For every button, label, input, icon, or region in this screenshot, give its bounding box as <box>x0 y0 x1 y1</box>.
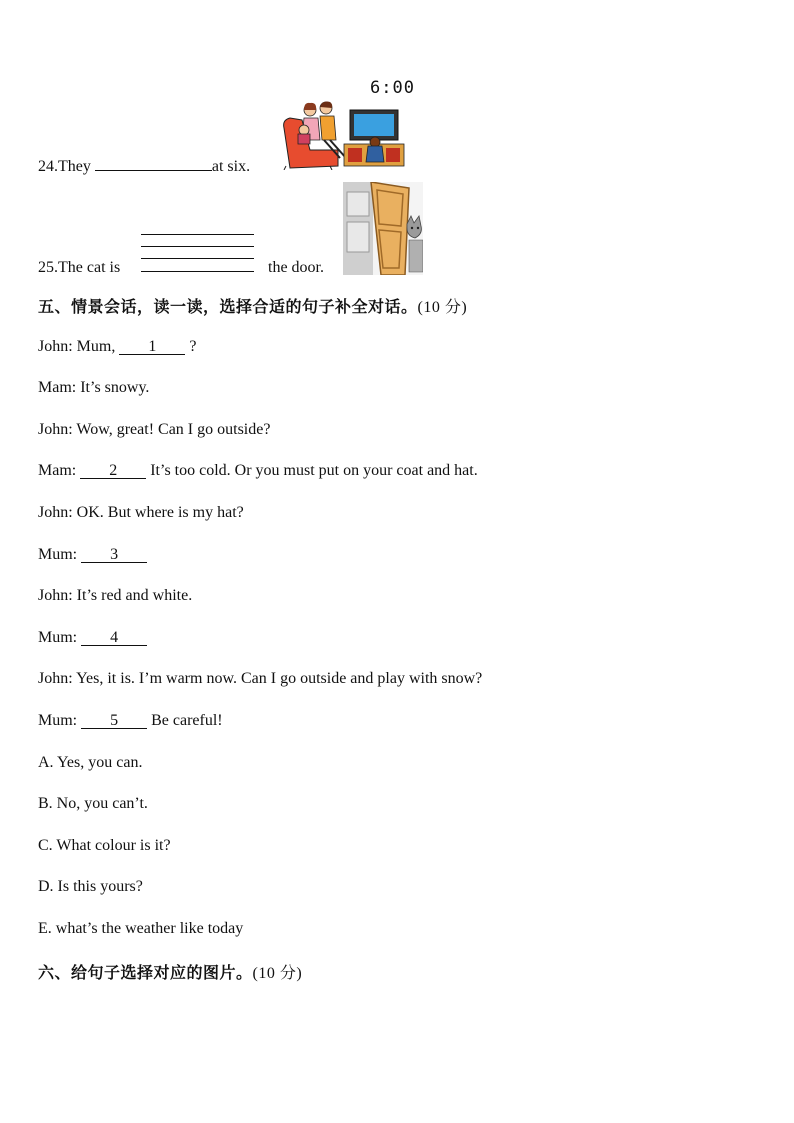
dialogue-speaker-text: John: OK. But where is my hat? <box>38 504 244 521</box>
option-item: A. Yes, you can. <box>38 754 143 771</box>
answer-blank-5[interactable]: 5 <box>81 713 147 729</box>
dialogue-line <box>38 379 149 397</box>
option-item: D. Is this yours? <box>38 878 143 895</box>
answer-blank-3[interactable]: 3 <box>81 547 147 563</box>
dialogue-speaker-text: Mum: <box>38 629 82 646</box>
dialogue-line <box>38 546 147 564</box>
answer-line-25-4[interactable] <box>141 271 254 272</box>
section-6-title-text: 六、给句子选择对应的图片。 <box>38 963 253 982</box>
dialogue-speaker-text: Mam: <box>38 462 81 479</box>
dialogue-line <box>38 587 192 605</box>
dialogue-speaker-text: John: Wow, great! Can I go outside? <box>38 421 271 438</box>
dialogue-speaker-text: John: Yes, it is. I’m warm now. Can I go outside and play with snow? <box>38 670 483 687</box>
question-25-after: the door. <box>268 259 324 276</box>
answer-line-25-2[interactable] <box>141 246 254 247</box>
dialogue-speaker-text: John: Mum, <box>38 338 120 355</box>
section-5-title <box>38 294 467 317</box>
section-6-title <box>38 960 302 983</box>
dialogue-speaker-text: Mum: <box>38 546 82 563</box>
question-24-subject: They <box>58 158 91 175</box>
dialogue-line <box>38 421 270 439</box>
dialogue-speaker-text: John: It’s red and white. <box>38 587 193 604</box>
dialogue-line <box>38 670 482 688</box>
dialogue-trailing-text: ? <box>185 338 197 355</box>
answer-blank-24[interactable] <box>95 170 212 171</box>
answer-blank-1[interactable]: 1 <box>119 339 185 355</box>
option-item: B. No, you can’t. <box>38 795 148 812</box>
dialogue-line <box>38 338 196 356</box>
question-25-before: The cat is <box>58 259 121 276</box>
dialogue-line <box>38 712 223 730</box>
family-watching-tv-illustration <box>280 100 408 170</box>
answer-blank-4[interactable]: 4 <box>81 630 147 646</box>
answer-line-25-1[interactable] <box>141 234 254 235</box>
dialogue-line <box>38 462 478 480</box>
time-label: 6:00 <box>370 78 415 98</box>
section-5-score: (10 分) <box>417 299 468 316</box>
dialogue-trailing-text: Be careful! <box>147 712 223 729</box>
dialogue-line <box>38 504 244 522</box>
dialogue-line <box>38 629 147 647</box>
dialogue-trailing-text: It’s too cold. Or you must put on your coat and hat. <box>146 462 478 479</box>
answer-line-25-3[interactable] <box>141 258 254 259</box>
section-5-title-text: 五、情景会话，读一读，选择合适的句子补全对话。 <box>38 297 418 316</box>
question-24 <box>38 158 250 176</box>
question-24-number: 24. <box>38 158 58 175</box>
dialogue-speaker-text: Mum: <box>38 712 82 729</box>
question-24-rest: at six. <box>211 158 251 175</box>
option-item: C. What colour is it? <box>38 837 171 854</box>
section-6-score: (10 分) <box>252 965 303 982</box>
option-item: E. what’s the weather like today <box>38 920 244 937</box>
question-25-number: 25. <box>38 259 58 276</box>
question-25-start <box>38 259 120 277</box>
answer-blank-2[interactable]: 2 <box>80 463 146 479</box>
cat-behind-door-illustration <box>343 182 423 275</box>
dialogue-speaker-text: Mam: It’s snowy. <box>38 379 150 396</box>
